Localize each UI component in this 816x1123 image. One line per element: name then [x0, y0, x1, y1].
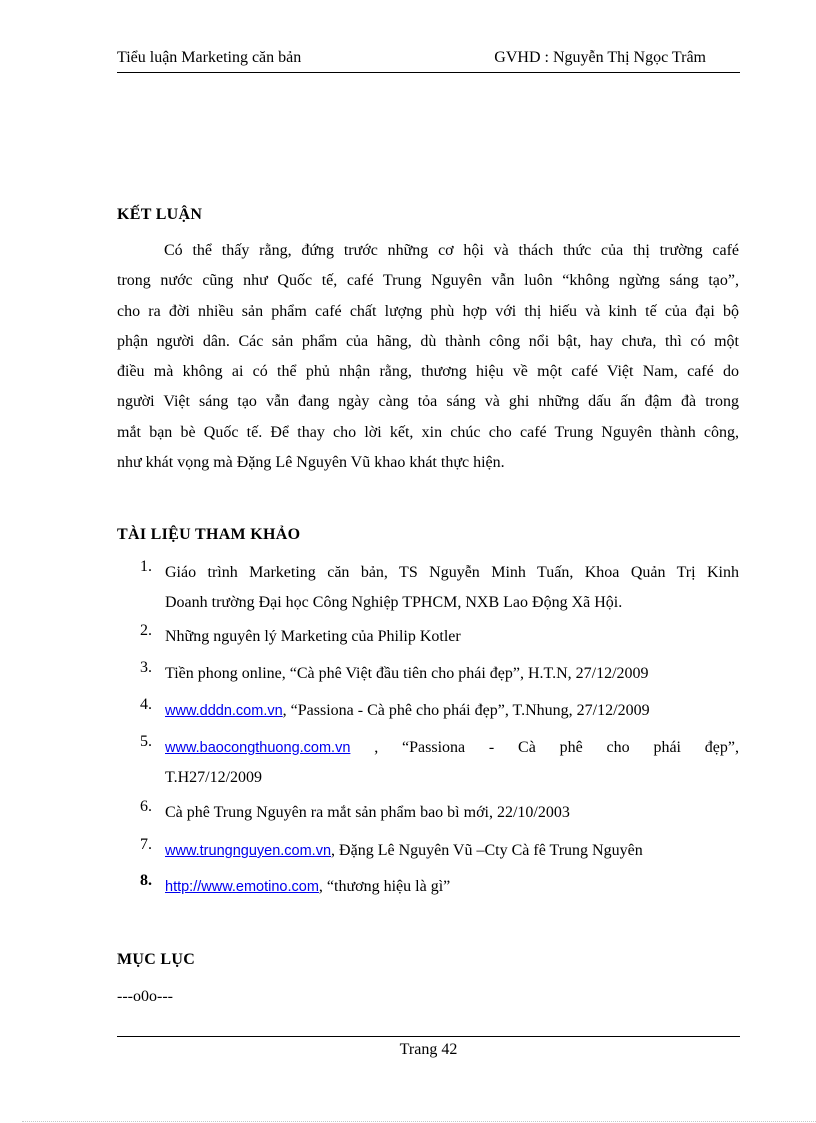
reference-number: 6.: [140, 798, 152, 815]
conclusion-title: KẾT LUẬN: [117, 206, 203, 223]
reference-text: , Đặng Lê Nguyên Vũ –Cty Cà fê Trung Nguyên: [331, 842, 643, 859]
reference-text: , “Passiona - Cà phê cho phái đẹp”, T.Nhung, 27/12/2009: [282, 702, 650, 719]
header-title: Tiểu luận Marketing căn bản: [117, 49, 302, 66]
paragraph-line: trong nước cũng như Quốc tế, café Trung Nguyên vẫn luôn “không ngừng sáng tạo”,: [117, 272, 739, 290]
page-footer: [117, 1036, 740, 1059]
conclusion-paragraph: [117, 236, 739, 478]
reference-number: 2.: [140, 622, 152, 639]
reference-number: 8.: [140, 872, 152, 889]
reference-text: Cà phê Trung Nguyên ra mắt sản phẩm bao bì mới, 22/10/2003: [165, 804, 570, 821]
reference-text: Giáo trình Marketing căn bản, TS Nguyễn Minh Tuấn, Khoa Quản Trị Kinh: [165, 564, 739, 581]
reference-number: 7.: [140, 836, 152, 853]
reference-text: T.H27/12/2009: [165, 769, 263, 786]
reference-link[interactable]: http://www.emotino.com: [165, 879, 319, 895]
reference-text: Tiền phong online, “Cà phê Việt đầu tiên cho phái đẹp”, H.T.N, 27/12/2009: [165, 665, 649, 682]
toc-title: MỤC LỤC: [117, 951, 196, 968]
reference-number: 5.: [140, 733, 152, 750]
references-title: TÀI LIỆU THAM KHẢO: [117, 526, 301, 543]
reference-text: , “thương hiệu là gì”: [318, 878, 451, 895]
reference-link[interactable]: www.baocongthuong.com.vn: [165, 740, 351, 756]
paragraph-line: Có thể thấy rằng, đứng trước những cơ hội và thách thức của thị trường café: [164, 242, 739, 259]
paragraph-line: phận người dân. Các sản phẩm của hãng, dù thành công nổi bật, hay chưa, thì có một: [117, 332, 739, 350]
reference-link[interactable]: www.trungnguyen.com.vn: [165, 843, 332, 859]
page-number: Trang 42: [399, 1041, 458, 1058]
reference-link[interactable]: www.dddn.com.vn: [165, 703, 283, 719]
paragraph-line: như khát vọng mà Đặng Lê Nguyên Vũ khao khát thực hiện.: [117, 454, 505, 472]
paragraph-line: mắt bạn bè Quốc tế. Để thay cho lời kết, xin chúc cho café Trung Nguyên thành công,: [117, 423, 739, 441]
reference-number: 3.: [140, 659, 152, 676]
header-instructor: GVHD : Nguyễn Thị Ngọc Trâm: [494, 49, 706, 66]
paragraph-line: người Việt sáng tạo vẫn đang ngày càng tỏa sáng và ghi những dấu ấn đậm đà trong: [117, 393, 739, 411]
reference-text: Doanh trường Đại học Công Nghiệp TPHCM, NXB Lao Động Xã Hội.: [165, 594, 623, 611]
reference-number: 1.: [140, 558, 152, 575]
page-header: [117, 48, 740, 73]
reference-text: Những nguyên lý Marketing của Philip Kotler: [165, 628, 461, 645]
toc-divider: ---o0o---: [117, 988, 173, 1005]
reference-number: 4.: [140, 696, 152, 713]
paragraph-line: điều mà không ai có thể phủ nhận rằng, thương hiệu về một café Việt Nam, café do: [117, 363, 739, 381]
page-edge-divider: [22, 1121, 816, 1122]
paragraph-line: cho ra đời nhiều sản phẩm café chất lượng phù hợp với thị hiếu và kinh tế của đại bộ: [117, 302, 739, 320]
reference-text: , “Passiona - Cà phê cho phái đẹp”,: [350, 739, 739, 756]
